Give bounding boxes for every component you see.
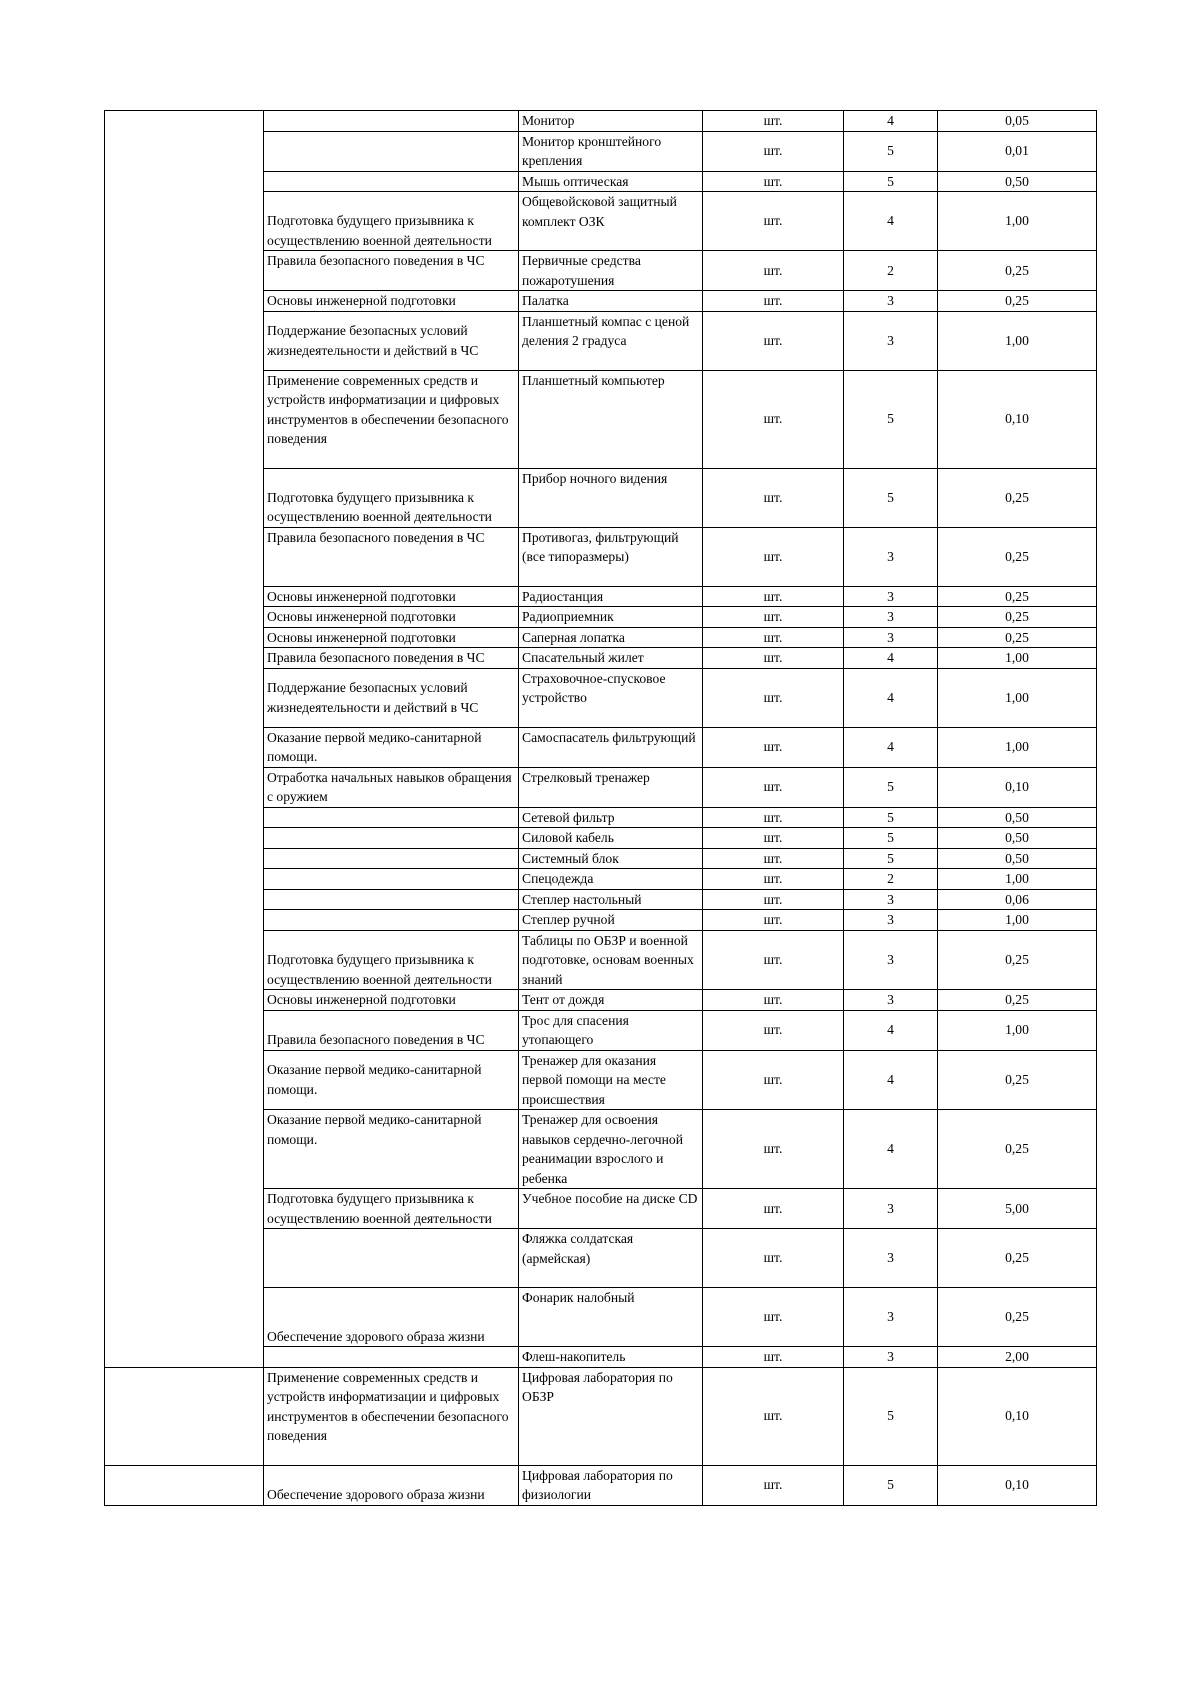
table-row bbox=[105, 468, 1097, 527]
item-name-cell: Степлер настольный bbox=[519, 889, 703, 910]
coefficient-cell: 1,00 bbox=[938, 311, 1097, 370]
topic-cell bbox=[264, 1229, 519, 1288]
topic-cell bbox=[264, 848, 519, 869]
topic-cell bbox=[264, 171, 519, 192]
quantity-cell: 4 bbox=[844, 727, 938, 767]
item-name-cell: Фонарик налобный bbox=[519, 1288, 703, 1347]
topic-cell bbox=[264, 869, 519, 890]
item-name-cell: Страховочное-спусковое устройство bbox=[519, 668, 703, 727]
item-name-cell: Учебное пособие на диске CD bbox=[519, 1189, 703, 1229]
equipment-table bbox=[104, 110, 1097, 1506]
quantity-cell: 5 bbox=[844, 807, 938, 828]
unit-cell: шт. bbox=[703, 586, 844, 607]
unit-cell: шт. bbox=[703, 990, 844, 1011]
topic-cell: Правила безопасного поведения в ЧС bbox=[264, 251, 519, 291]
table-row bbox=[105, 171, 1097, 192]
module-cell bbox=[105, 1189, 264, 1229]
unit-cell: шт. bbox=[703, 627, 844, 648]
module-cell bbox=[105, 311, 264, 370]
topic-cell bbox=[264, 807, 519, 828]
quantity-cell: 3 bbox=[844, 291, 938, 312]
item-name-cell: Радиоприемник bbox=[519, 607, 703, 628]
quantity-cell: 4 bbox=[844, 1050, 938, 1110]
module-cell bbox=[105, 171, 264, 192]
coefficient-cell: 0,25 bbox=[938, 468, 1097, 527]
table-row bbox=[105, 648, 1097, 669]
module-cell bbox=[105, 1465, 264, 1505]
table-row bbox=[105, 848, 1097, 869]
coefficient-cell: 2,00 bbox=[938, 1347, 1097, 1368]
table-row bbox=[105, 1288, 1097, 1347]
coefficient-cell: 1,00 bbox=[938, 648, 1097, 669]
table-row bbox=[105, 1229, 1097, 1288]
module-cell bbox=[105, 767, 264, 807]
topic-cell: Правила безопасного поведения в ЧС bbox=[264, 527, 519, 586]
item-name-cell: Тренажер для освоения навыков сердечно-легочной реанимации взрослого и ребенка bbox=[519, 1110, 703, 1189]
coefficient-cell: 0,25 bbox=[938, 1288, 1097, 1347]
unit-cell: шт. bbox=[703, 311, 844, 370]
item-name-cell: Палатка bbox=[519, 291, 703, 312]
coefficient-cell: 0,01 bbox=[938, 131, 1097, 171]
module-cell bbox=[105, 627, 264, 648]
coefficient-cell: 0,25 bbox=[938, 251, 1097, 291]
unit-cell: шт. bbox=[703, 869, 844, 890]
table-row bbox=[105, 131, 1097, 171]
quantity-cell: 5 bbox=[844, 767, 938, 807]
table-row bbox=[105, 828, 1097, 849]
quantity-cell: 3 bbox=[844, 527, 938, 586]
table-row bbox=[105, 586, 1097, 607]
topic-cell: Правила безопасного поведения в ЧС bbox=[264, 648, 519, 669]
unit-cell: шт. bbox=[703, 910, 844, 931]
unit-cell: шт. bbox=[703, 370, 844, 468]
topic-cell: Обеспечение здорового образа жизни bbox=[264, 1465, 519, 1505]
table-row bbox=[105, 111, 1097, 132]
item-name-cell: Монитор bbox=[519, 111, 703, 132]
module-cell bbox=[105, 291, 264, 312]
table-row bbox=[105, 1189, 1097, 1229]
coefficient-cell: 0,25 bbox=[938, 1229, 1097, 1288]
topic-cell: Оказание первой медико-санитарной помощи. bbox=[264, 727, 519, 767]
item-name-cell: Самоспасатель фильтрующий bbox=[519, 727, 703, 767]
topic-cell: Подготовка будущего призывника к осуществлению военной деятельности bbox=[264, 930, 519, 990]
table-row bbox=[105, 807, 1097, 828]
table-row bbox=[105, 869, 1097, 890]
table-row bbox=[105, 607, 1097, 628]
document-page bbox=[104, 110, 1097, 1506]
table-row bbox=[105, 668, 1097, 727]
table-row bbox=[105, 527, 1097, 586]
module-cell bbox=[105, 251, 264, 291]
topic-cell: Основы инженерной подготовки bbox=[264, 627, 519, 648]
unit-cell: шт. bbox=[703, 1229, 844, 1288]
unit-cell: шт. bbox=[703, 1050, 844, 1110]
module-cell bbox=[105, 889, 264, 910]
quantity-cell: 4 bbox=[844, 668, 938, 727]
topic-cell bbox=[264, 111, 519, 132]
coefficient-cell: 0,25 bbox=[938, 586, 1097, 607]
module-cell bbox=[105, 727, 264, 767]
quantity-cell: 3 bbox=[844, 1288, 938, 1347]
coefficient-cell: 1,00 bbox=[938, 869, 1097, 890]
unit-cell: шт. bbox=[703, 1189, 844, 1229]
item-name-cell: Спецодежда bbox=[519, 869, 703, 890]
coefficient-cell: 0,50 bbox=[938, 807, 1097, 828]
quantity-cell: 5 bbox=[844, 370, 938, 468]
quantity-cell: 5 bbox=[844, 171, 938, 192]
topic-cell bbox=[264, 910, 519, 931]
coefficient-cell: 0,10 bbox=[938, 1367, 1097, 1465]
topic-cell: Основы инженерной подготовки bbox=[264, 607, 519, 628]
module-cell bbox=[105, 192, 264, 251]
coefficient-cell: 0,10 bbox=[938, 1465, 1097, 1505]
item-name-cell: Радиостанция bbox=[519, 586, 703, 607]
table-row bbox=[105, 930, 1097, 990]
item-name-cell: Спасательный жилет bbox=[519, 648, 703, 669]
item-name-cell: Цифровая лаборатория по физиологии bbox=[519, 1465, 703, 1505]
unit-cell: шт. bbox=[703, 291, 844, 312]
unit-cell: шт. bbox=[703, 1110, 844, 1189]
unit-cell: шт. bbox=[703, 930, 844, 990]
quantity-cell: 4 bbox=[844, 192, 938, 251]
table-row bbox=[105, 767, 1097, 807]
item-name-cell: Тент от дождя bbox=[519, 990, 703, 1011]
coefficient-cell: 0,25 bbox=[938, 527, 1097, 586]
coefficient-cell: 0,50 bbox=[938, 848, 1097, 869]
table-row bbox=[105, 192, 1097, 251]
unit-cell: шт. bbox=[703, 1288, 844, 1347]
topic-cell: Правила безопасного поведения в ЧС bbox=[264, 1010, 519, 1050]
item-name-cell: Системный блок bbox=[519, 848, 703, 869]
module-cell bbox=[105, 586, 264, 607]
table-row bbox=[105, 1347, 1097, 1368]
quantity-cell: 2 bbox=[844, 869, 938, 890]
unit-cell: шт. bbox=[703, 889, 844, 910]
topic-cell bbox=[264, 1347, 519, 1368]
unit-cell: шт. bbox=[703, 828, 844, 849]
item-name-cell: Стрелковый тренажер bbox=[519, 767, 703, 807]
unit-cell: шт. bbox=[703, 727, 844, 767]
table-row bbox=[105, 1465, 1097, 1505]
unit-cell: шт. bbox=[703, 111, 844, 132]
topic-cell bbox=[264, 889, 519, 910]
topic-cell bbox=[264, 828, 519, 849]
quantity-cell: 3 bbox=[844, 1347, 938, 1368]
coefficient-cell: 0,10 bbox=[938, 767, 1097, 807]
item-name-cell: Силовой кабель bbox=[519, 828, 703, 849]
table-row bbox=[105, 311, 1097, 370]
coefficient-cell: 0,50 bbox=[938, 171, 1097, 192]
topic-cell: Обеспечение здорового образа жизни bbox=[264, 1288, 519, 1347]
unit-cell: шт. bbox=[703, 607, 844, 628]
quantity-cell: 5 bbox=[844, 468, 938, 527]
coefficient-cell: 0,25 bbox=[938, 607, 1097, 628]
quantity-cell: 3 bbox=[844, 889, 938, 910]
coefficient-cell: 1,00 bbox=[938, 910, 1097, 931]
module-cell bbox=[105, 910, 264, 931]
item-name-cell: Планшетный компас с ценой деления 2 градуса bbox=[519, 311, 703, 370]
table-row bbox=[105, 910, 1097, 931]
table-row bbox=[105, 990, 1097, 1011]
module-cell bbox=[105, 1229, 264, 1288]
unit-cell: шт. bbox=[703, 648, 844, 669]
unit-cell: шт. bbox=[703, 848, 844, 869]
module-cell bbox=[105, 1110, 264, 1189]
module-cell bbox=[105, 370, 264, 468]
item-name-cell: Планшетный компьютер bbox=[519, 370, 703, 468]
topic-cell: Основы инженерной подготовки bbox=[264, 586, 519, 607]
topic-cell: Подготовка будущего призывника к осуществлению военной деятельности bbox=[264, 192, 519, 251]
unit-cell: шт. bbox=[703, 1347, 844, 1368]
quantity-cell: 4 bbox=[844, 1010, 938, 1050]
quantity-cell: 4 bbox=[844, 648, 938, 669]
topic-cell: Оказание первой медико-санитарной помощи. bbox=[264, 1110, 519, 1189]
item-name-cell: Противогаз, фильтрующий (все типоразмеры) bbox=[519, 527, 703, 586]
quantity-cell: 3 bbox=[844, 607, 938, 628]
item-name-cell: Мышь оптическая bbox=[519, 171, 703, 192]
coefficient-cell: 0,25 bbox=[938, 627, 1097, 648]
quantity-cell: 4 bbox=[844, 111, 938, 132]
coefficient-cell: 0,25 bbox=[938, 930, 1097, 990]
quantity-cell: 3 bbox=[844, 990, 938, 1011]
topic-cell: Отработка начальных навыков обращения с оружием bbox=[264, 767, 519, 807]
coefficient-cell: 0,25 bbox=[938, 291, 1097, 312]
quantity-cell: 3 bbox=[844, 586, 938, 607]
table-row bbox=[105, 1010, 1097, 1050]
coefficient-cell: 1,00 bbox=[938, 668, 1097, 727]
module-cell bbox=[105, 869, 264, 890]
topic-cell: Основы инженерной подготовки bbox=[264, 291, 519, 312]
table-row bbox=[105, 370, 1097, 468]
module-cell bbox=[105, 468, 264, 527]
quantity-cell: 3 bbox=[844, 1189, 938, 1229]
item-name-cell: Тренажер для оказания первой помощи на месте происшествия bbox=[519, 1050, 703, 1110]
module-cell bbox=[105, 111, 264, 132]
unit-cell: шт. bbox=[703, 767, 844, 807]
quantity-cell: 3 bbox=[844, 627, 938, 648]
coefficient-cell: 0,10 bbox=[938, 370, 1097, 468]
quantity-cell: 4 bbox=[844, 1110, 938, 1189]
topic-cell: Подготовка будущего призывника к осуществлению военной деятельности bbox=[264, 468, 519, 527]
item-name-cell: Сетевой фильтр bbox=[519, 807, 703, 828]
quantity-cell: 3 bbox=[844, 1229, 938, 1288]
coefficient-cell: 1,00 bbox=[938, 1010, 1097, 1050]
module-cell bbox=[105, 1347, 264, 1368]
quantity-cell: 5 bbox=[844, 1367, 938, 1465]
topic-cell: Применение современных средств и устройств информатизации и цифровых инструментов в обеспечении безопасного поведения bbox=[264, 370, 519, 468]
module-cell bbox=[105, 607, 264, 628]
table-row bbox=[105, 727, 1097, 767]
quantity-cell: 5 bbox=[844, 131, 938, 171]
table-row bbox=[105, 627, 1097, 648]
quantity-cell: 5 bbox=[844, 848, 938, 869]
module-cell bbox=[105, 1288, 264, 1347]
module-cell bbox=[105, 990, 264, 1011]
module-cell bbox=[105, 668, 264, 727]
coefficient-cell: 0,25 bbox=[938, 990, 1097, 1011]
coefficient-cell: 0,05 bbox=[938, 111, 1097, 132]
equipment-table-body bbox=[105, 111, 1097, 1506]
module-cell bbox=[105, 648, 264, 669]
table-row bbox=[105, 1110, 1097, 1189]
unit-cell: шт. bbox=[703, 1465, 844, 1505]
quantity-cell: 5 bbox=[844, 1465, 938, 1505]
item-name-cell: Трос для спасения утопающего bbox=[519, 1010, 703, 1050]
unit-cell: шт. bbox=[703, 171, 844, 192]
coefficient-cell: 0,06 bbox=[938, 889, 1097, 910]
topic-cell: Применение современных средств и устройств информатизации и цифровых инструментов в обеспечении безопасного поведения bbox=[264, 1367, 519, 1465]
table-row bbox=[105, 251, 1097, 291]
quantity-cell: 3 bbox=[844, 910, 938, 931]
unit-cell: шт. bbox=[703, 1010, 844, 1050]
unit-cell: шт. bbox=[703, 192, 844, 251]
item-name-cell: Степлер ручной bbox=[519, 910, 703, 931]
item-name-cell: Таблицы по ОБЗР и военной подготовке, основам военных знаний bbox=[519, 930, 703, 990]
coefficient-cell: 1,00 bbox=[938, 192, 1097, 251]
unit-cell: шт. bbox=[703, 468, 844, 527]
quantity-cell: 3 bbox=[844, 930, 938, 990]
item-name-cell: Общевойсковой защитный комплект ОЗК bbox=[519, 192, 703, 251]
topic-cell: Подготовка будущего призывника к осуществлению военной деятельности bbox=[264, 1189, 519, 1229]
topic-cell: Поддержание безопасных условий жизнедеятельности и действий в ЧС bbox=[264, 311, 519, 370]
item-name-cell: Монитор кронштейного крепления bbox=[519, 131, 703, 171]
item-name-cell: Цифровая лаборатория по ОБЗР bbox=[519, 1367, 703, 1465]
module-cell bbox=[105, 131, 264, 171]
module-cell bbox=[105, 930, 264, 990]
module-cell bbox=[105, 828, 264, 849]
module-cell bbox=[105, 848, 264, 869]
topic-cell: Основы инженерной подготовки bbox=[264, 990, 519, 1011]
coefficient-cell: 1,00 bbox=[938, 727, 1097, 767]
topic-cell bbox=[264, 131, 519, 171]
table-row bbox=[105, 1367, 1097, 1465]
module-cell bbox=[105, 1050, 264, 1110]
topic-cell: Оказание первой медико-санитарной помощи. bbox=[264, 1050, 519, 1110]
module-cell bbox=[105, 1010, 264, 1050]
item-name-cell: Саперная лопатка bbox=[519, 627, 703, 648]
table-row bbox=[105, 1050, 1097, 1110]
coefficient-cell: 0,25 bbox=[938, 1110, 1097, 1189]
topic-cell: Поддержание безопасных условий жизнедеятельности и действий в ЧС bbox=[264, 668, 519, 727]
item-name-cell: Прибор ночного видения bbox=[519, 468, 703, 527]
unit-cell: шт. bbox=[703, 1367, 844, 1465]
item-name-cell: Флеш-накопитель bbox=[519, 1347, 703, 1368]
unit-cell: шт. bbox=[703, 527, 844, 586]
module-cell bbox=[105, 1367, 264, 1465]
coefficient-cell: 5,00 bbox=[938, 1189, 1097, 1229]
unit-cell: шт. bbox=[703, 251, 844, 291]
quantity-cell: 3 bbox=[844, 311, 938, 370]
unit-cell: шт. bbox=[703, 668, 844, 727]
table-row bbox=[105, 291, 1097, 312]
item-name-cell: Первичные средства пожаротушения bbox=[519, 251, 703, 291]
table-row bbox=[105, 889, 1097, 910]
quantity-cell: 5 bbox=[844, 828, 938, 849]
coefficient-cell: 0,25 bbox=[938, 1050, 1097, 1110]
module-cell bbox=[105, 807, 264, 828]
unit-cell: шт. bbox=[703, 807, 844, 828]
quantity-cell: 2 bbox=[844, 251, 938, 291]
item-name-cell: Фляжка солдатская (армейская) bbox=[519, 1229, 703, 1288]
module-cell bbox=[105, 527, 264, 586]
unit-cell: шт. bbox=[703, 131, 844, 171]
coefficient-cell: 0,50 bbox=[938, 828, 1097, 849]
